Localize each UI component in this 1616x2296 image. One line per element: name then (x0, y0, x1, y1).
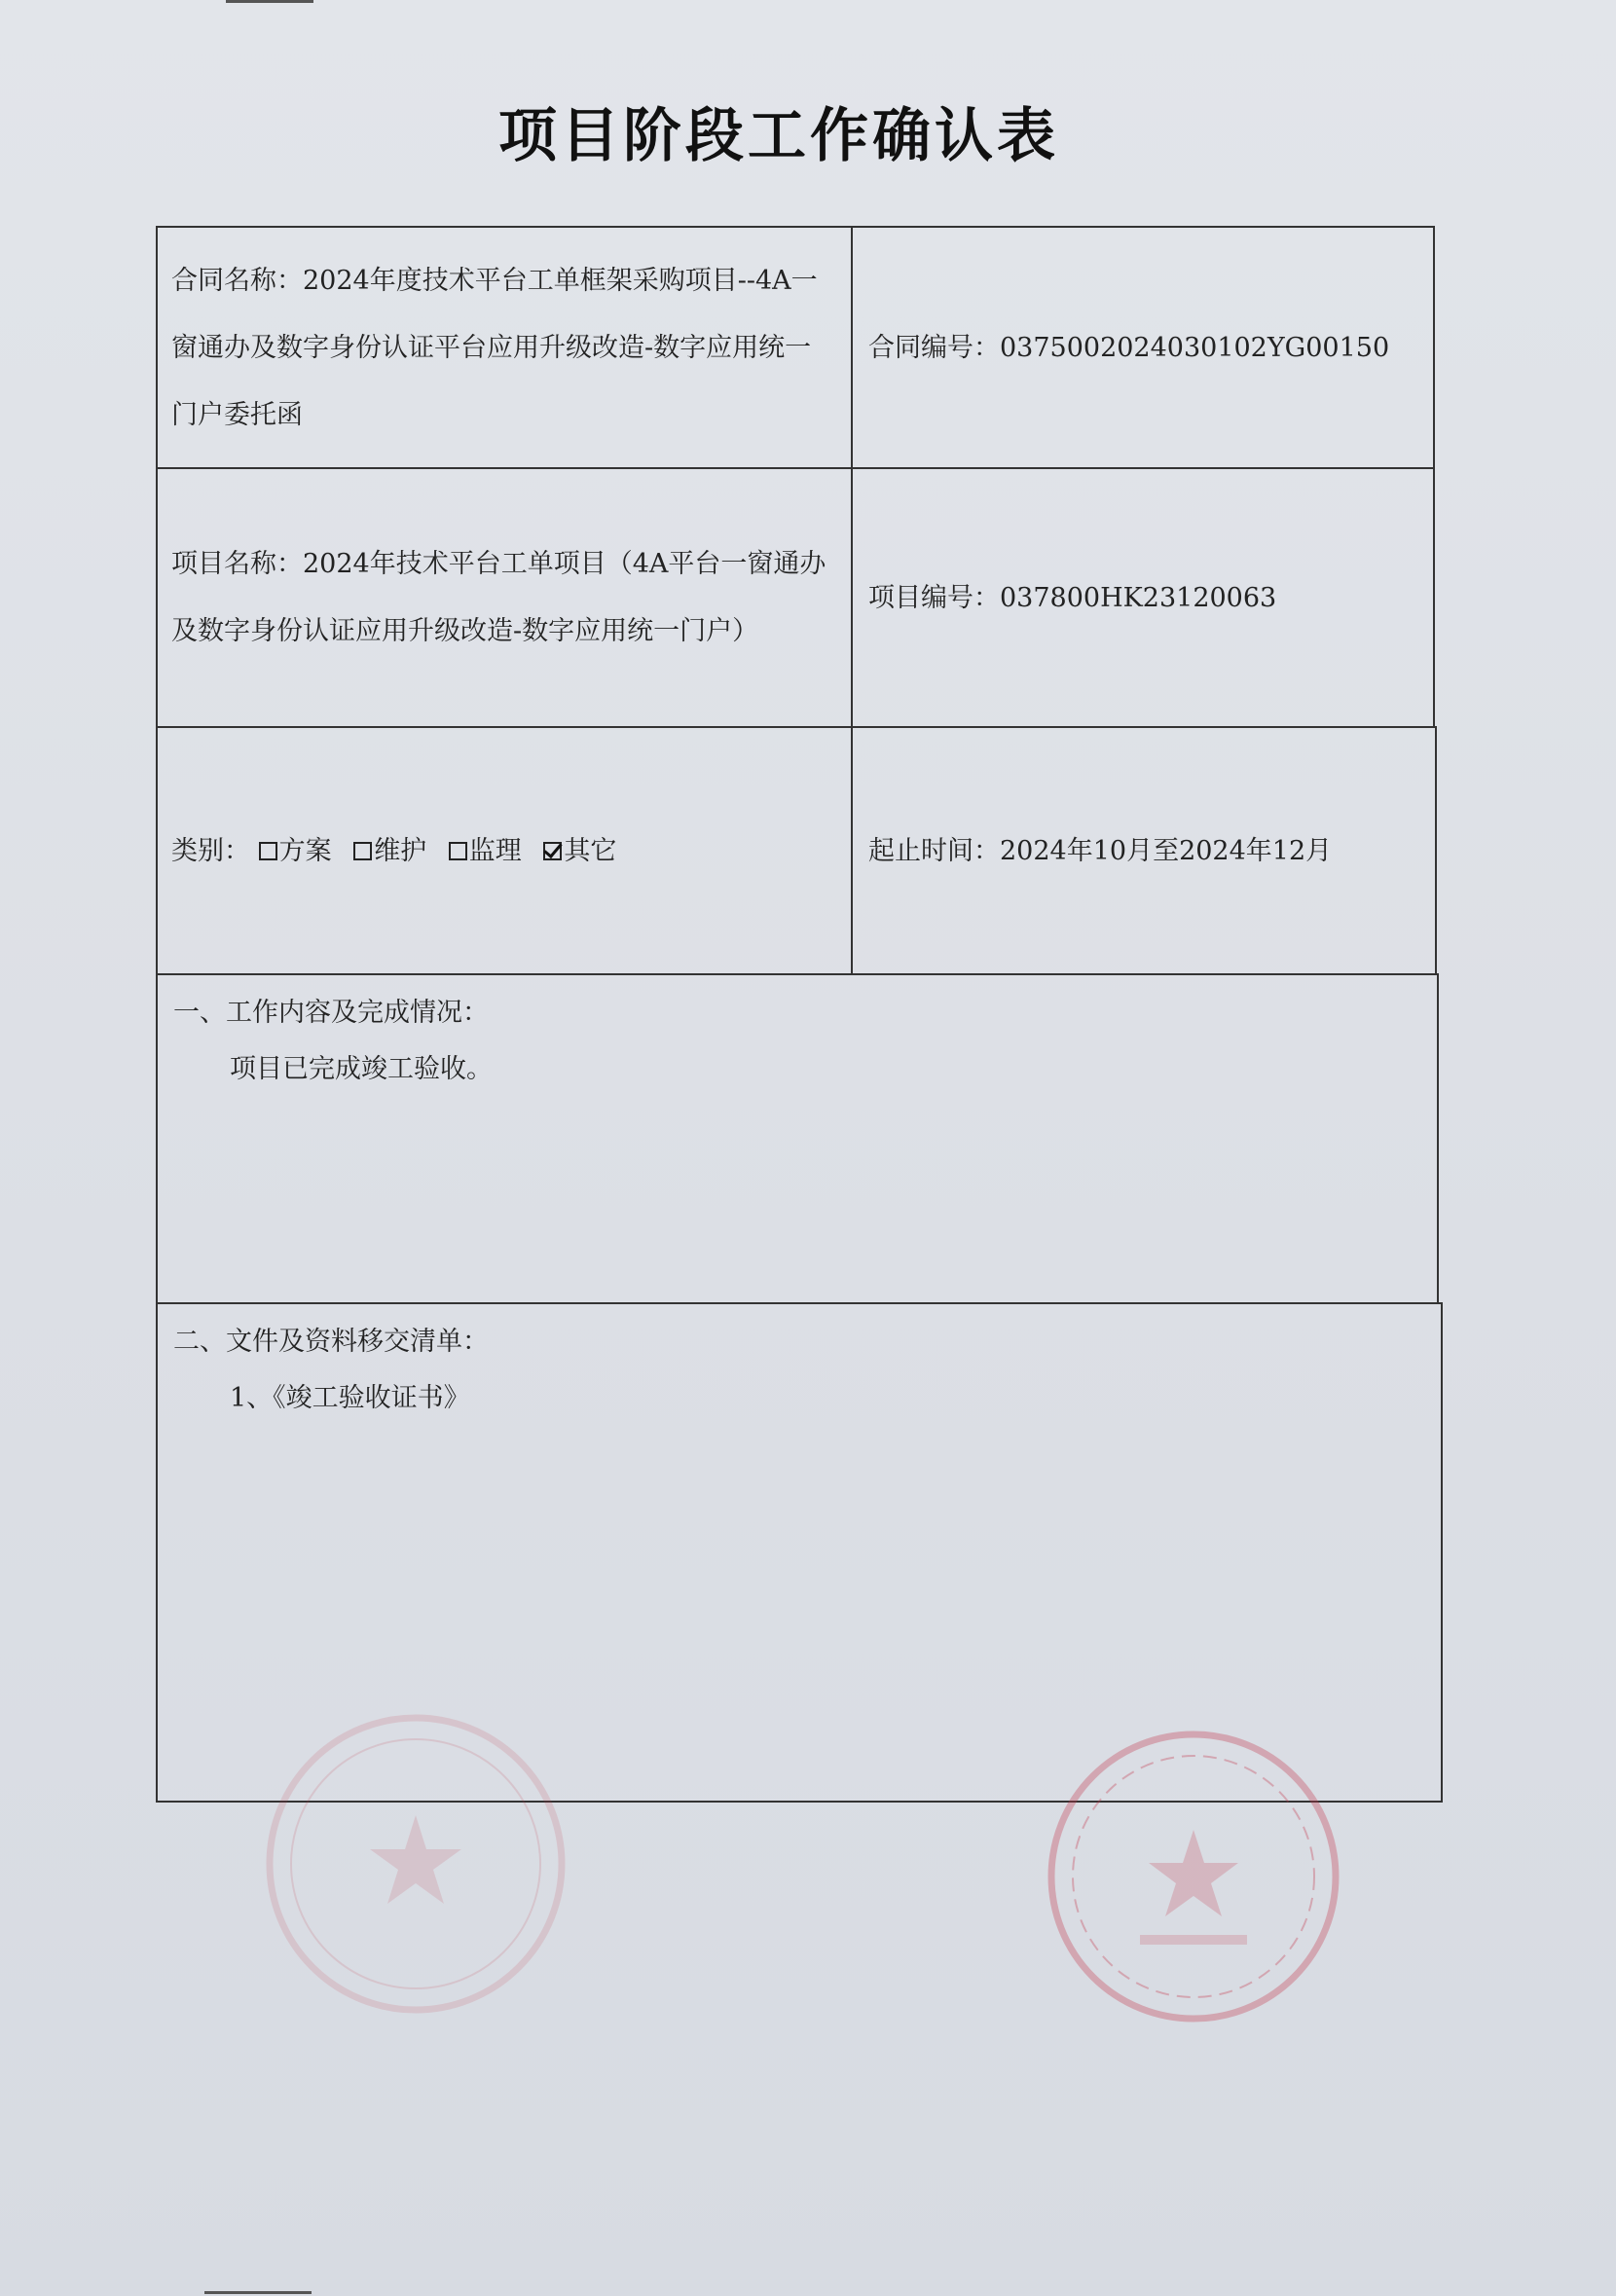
category-row (156, 726, 1437, 975)
confirmation-form (156, 226, 1435, 1804)
checkbox-checked-icon (543, 842, 562, 860)
category-option-label: 监理 (468, 835, 522, 866)
handover-list-item: 1、《竣工验收证书》 (230, 1383, 470, 1413)
checkbox-unchecked-icon (449, 842, 467, 860)
project-number-value: 037800HK23120063 (1000, 582, 1277, 613)
project-row (156, 467, 1435, 728)
contract-number-label: 合同编号： (868, 332, 1000, 363)
scan-edge-mark (226, 0, 313, 3)
category-option-supervision[interactable] (449, 836, 522, 866)
project-number-cell (851, 469, 1433, 726)
period-label: 起止时间： (868, 835, 1000, 866)
project-name-cell (158, 469, 851, 726)
contract-row (156, 226, 1435, 469)
section1-heading: 一、工作内容及完成情况： (173, 998, 489, 1028)
category-label: 类别： (171, 835, 250, 866)
project-name-label: 项目名称： (171, 549, 303, 579)
work-content-section (156, 973, 1439, 1304)
category-option-label: 方案 (278, 835, 332, 866)
scan-edge-mark (204, 2291, 312, 2294)
section1-content: 项目已完成竣工验收。 (230, 1054, 493, 1084)
period-cell (851, 728, 1435, 973)
period-value: 2024年10月至2024年12月 (1000, 835, 1333, 866)
section2-heading: 二、文件及资料移交清单： (173, 1327, 489, 1357)
category-option-plan[interactable] (259, 836, 332, 866)
contract-name-label: 合同名称： (171, 265, 303, 296)
project-name-value: 2024年技术平台工单项目（4A平台一窗通办及数字身份认证应用升级改造-数字应用统一门户） (171, 549, 826, 646)
document-title: 项目阶段工作确认表 (498, 103, 1059, 168)
contract-number-cell (851, 228, 1433, 467)
contract-name-cell (158, 228, 851, 467)
contract-number-value: 0375002024030102YG00150 (1000, 332, 1390, 363)
category-cell (158, 728, 851, 973)
category-option-label: 维护 (374, 835, 427, 866)
project-number-label: 项目编号： (868, 582, 1000, 613)
category-option-other[interactable] (543, 836, 616, 866)
checkbox-unchecked-icon (353, 842, 372, 860)
category-option-label: 其它 (564, 835, 617, 866)
category-option-maintenance[interactable] (353, 836, 426, 866)
checkbox-unchecked-icon (259, 842, 277, 860)
contract-name-value: 2024年度技术平台工单框架采购项目--4A一窗通办及数字身份认证平台应用升级改造-数字应用统一门户委托函 (171, 265, 818, 430)
handover-list-section (156, 1302, 1443, 1803)
